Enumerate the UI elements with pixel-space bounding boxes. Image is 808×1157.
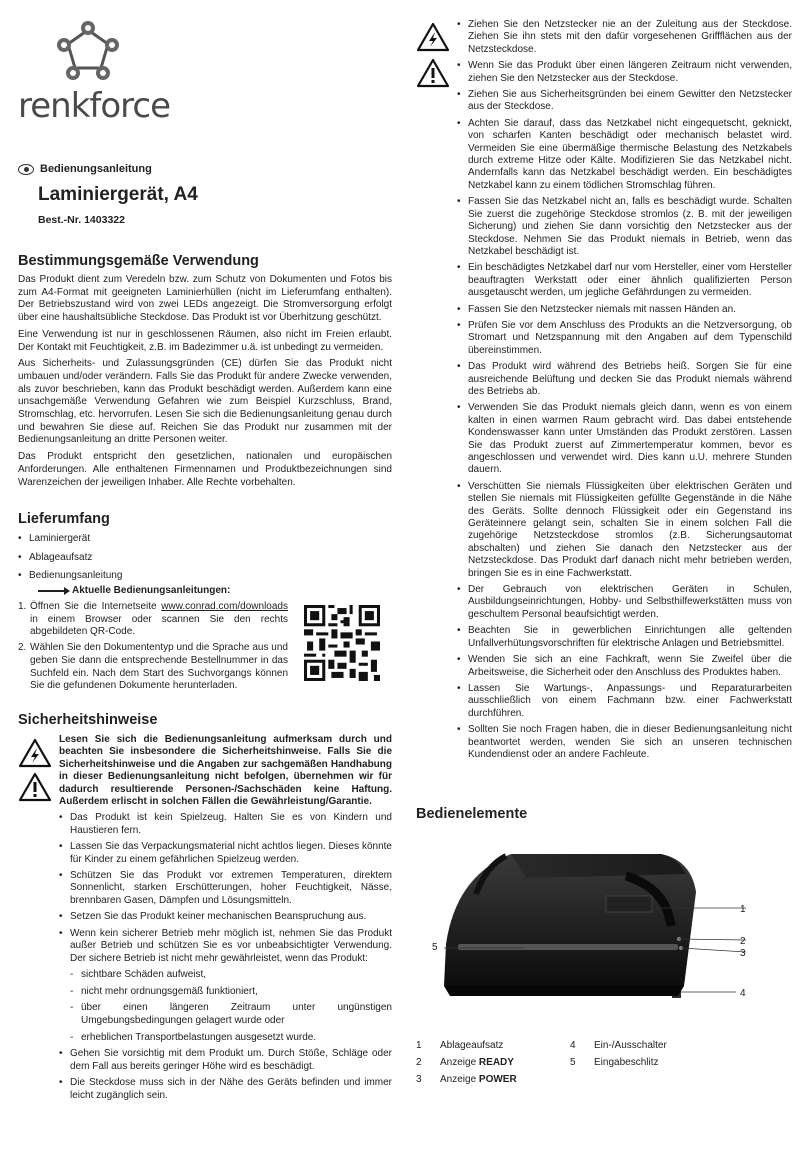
callout-1: 1	[740, 904, 746, 915]
sub-list-item: - sichtbare Schäden aufweist,	[70, 969, 392, 982]
legend-number: 3	[416, 1074, 422, 1085]
safety-intro: Lesen Sie sich die Bedienungsanleitung aufmerksam durch und beachten Sie insbesondere die Sicherheitshinweise. Falls Sie die Sicherheitshinweise und die Angaben zur sachgemäßen Handhabung in dieser Bedienungsanleitung nicht befolgen, übernehmen wir für dadurch resultierende Personen-/Sachschäden keine Haftung. Außerdem erlischt in solchen Fällen die Gewährleistung/Garantie.	[59, 734, 392, 808]
step-text: in einem Browser oder scannen Sie den rechts abgebildeten QR-Code.	[30, 613, 288, 638]
safety-right-column	[457, 19, 792, 765]
legend-text: Ein-/Ausschalter	[594, 1040, 667, 1051]
list-item: • Fassen Sie das Netzkabel nicht an, falls es beschädigt wurde. Schalten Sie zuerst die zugehörige Steckdose stromlos (z. B. mit der jeweiligen Sicherung) und ziehen Sie dann vorsichtig den Netzstecker aus der Steckdose. Nehmen Sie das Produkt niemals in Betrieb, wenn das Netzkabel beschädigt ist.	[457, 196, 792, 258]
electric-hazard-icon	[416, 22, 450, 52]
section-heading: Bedienelemente	[416, 806, 528, 822]
page-title: Laminiergerät, A4	[38, 184, 198, 205]
legend-label	[440, 1037, 570, 1054]
manuals-label-row	[38, 585, 392, 596]
list-item: • Wenden Sie sich an eine Fachkraft, wenn Sie Zweifel über die Arbeitsweise, die Sicherheit oder den Anschluss des Produktes haben.	[457, 654, 792, 679]
paragraph: Das Produkt entspricht den gesetzlichen, nationalen und europäischen Anforderungen. Alle enthaltenen Firmennamen und Produktbezeichnungen sind Warenzeichen der jeweiligen Inhaber. Alle Rechte vorbehalten.	[18, 451, 392, 488]
section-heading: Lieferumfang	[18, 511, 110, 527]
brand-logo	[18, 20, 171, 130]
sub-list-item: - erheblichen Transportbelastungen ausgesetzt wurde.	[70, 1032, 392, 1045]
section-heading: Sicherheitshinweise	[18, 712, 158, 728]
safety-section	[18, 712, 392, 728]
safety-list-right	[457, 19, 792, 761]
eye-icon	[18, 164, 34, 175]
legend-bold-text: READY	[478, 1057, 514, 1068]
callout-4: 4	[740, 988, 746, 999]
paragraph: Eine Verwendung ist nur in geschlossenen Räumen, also nicht im Freien erlaubt. Der Kontakt mit Feuchtigkeit, z.B. im Badezimmer u.ä. ist unbedingt zu vermeiden.	[18, 328, 392, 353]
legend-text: Anzeige	[440, 1057, 479, 1068]
list-item: • Schützen Sie das Produkt vor extremen Temperaturen, direktem Sonnenlicht, starken Erschütterungen, hoher Feuchtigkeit, Nässe, brennbaren Gasen, Dämpfen und Lösungsmitteln.	[59, 870, 392, 907]
list-item: • Sollten Sie noch Fragen haben, die in dieser Bedienungsanleitung nicht beantwortet werden, wenden Sie sich an unseren technischen Kundendienst oder an andere Fachleute.	[457, 724, 792, 761]
arrow-icon	[38, 590, 66, 592]
legend-text: Ablageaufsatz	[440, 1040, 504, 1051]
electric-hazard-icon	[18, 738, 52, 768]
legend-number: 1	[416, 1040, 422, 1051]
list-item: • Gehen Sie vorsichtig mit dem Produkt um. Durch Stöße, Schläge oder dem Fall aus bereits geringer Höhe wird es beschädigt.	[59, 1048, 392, 1073]
renkforce-logo-icon	[56, 20, 120, 84]
section-heading: Bestimmungsgemäße Verwendung	[18, 253, 259, 269]
list-item-text: Wenn kein sicherer Betrieb mehr möglich ist, nehmen Sie das Produkt außer Betrieb und schützen Sie es vor unbeabsichtigter Verwendung. Der sichere Betrieb ist nicht mehr gewährleistet, wenn das Produkt:	[70, 927, 392, 964]
manuals-section	[18, 585, 392, 696]
sub-list-item: - über einen längeren Zeitraum unter ungünstigen Umgebungsbedingungen gelagert wurde oder	[70, 1002, 392, 1027]
tray-attachment	[511, 854, 686, 878]
list-item: • Lassen Sie das Verpackungsmaterial nicht achtlos liegen. Dieses könnte für Kinder zu einem gefährlichen Spielzeug werden.	[59, 841, 392, 866]
laminator-illustration	[416, 836, 792, 1026]
step-text: Wählen Sie den Dokumententyp und die Sprache aus und geben Sie dann die entsprechende Bestellnummer in das Suchfeld ein. Nach dem Start des Suchvorgangs können Sie die gefundenen Dokumente herunterladen.	[30, 642, 288, 692]
downloads-link[interactable]: www.conrad.com/downloads	[161, 601, 288, 612]
legend-label	[440, 1071, 570, 1088]
legend-label	[594, 1054, 677, 1071]
legend-text: Anzeige	[440, 1074, 479, 1085]
list-item: • Verschütten Sie niemals Flüssigkeiten über elektrischen Geräten und stellen Sie niemals mit Flüssigkeiten gefüllte Gegenstände in die Nähe des Geräts. Sollte dennoch Flüssigkeit oder ein Gegenstand ins Geräteinnere gelangt sein, schalten Sie in einem solchen Fall die zugehörige Netzsteckdose stromlos (z.B. Sicherungsautomat abschalten) und ziehen Sie danach den Netzstecker aus der Netzsteckdose. Das Produkt darf danach nicht mehr betrieben werden, bringen Sie es in eine Fachwerkstatt.	[457, 481, 792, 580]
scope-section	[18, 511, 392, 587]
warning-icon	[18, 772, 52, 802]
sub-list	[70, 969, 392, 1045]
list-item: • Fassen Sie den Netzstecker niemals mit nassen Händen an.	[457, 304, 792, 316]
paragraph: Aus Sicherheits- und Zulassungsgründen (CE) dürfen Sie das Produkt nicht umbauen und/oder verändern. Falls Sie das Produkt für andere Zwecke verwenden, als zuvor beschrieben, kann das Produkt beschädigt werden. Außerdem kann eine unsachgemäße Verwendung Gefahren wie zum Beispiel Kurzschluss, Brand, Stromschlag, etc. hervorrufen. Lesen Sie sich die Bedienungsanleitung genau durch und bewahren Sie diese auf. Reichen Sie das Produkt nur zusammen mit der Bedienungsanleitung an dritte Personen weiter.	[18, 358, 392, 446]
step-text: Öffnen Sie die Internetseite	[30, 601, 162, 612]
list-item	[59, 928, 392, 1045]
controls-section	[416, 806, 792, 822]
controls-legend	[416, 1037, 677, 1088]
list-item: • Wenn Sie das Produkt über einen längeren Zeitraum nicht verwenden, ziehen Sie den Netzstecker aus der Steckdose.	[457, 60, 792, 85]
callout-2: 2	[740, 936, 746, 947]
list-item: • Der Gebrauch von elektrischen Geräten in Schulen, Ausbildungseinrichtungen, Hobby- und Selbsthilfewerkstätten muss von geschultem Personal beaufsichtigt werden.	[457, 584, 792, 621]
intended-use-section	[18, 253, 392, 493]
safety-left-column	[59, 734, 392, 1106]
step-number: 2.	[18, 642, 27, 654]
legend-number: 4	[570, 1040, 576, 1051]
paragraph: Das Produkt dient zum Veredeln bzw. zum Schutz von Dokumenten und Fotos bis zum A4-Format mit geeigneten Laminierhüllen (nicht im Lieferumfang enthalten). Der Betriebszustand wird von zwei LEDs angezeigt. Die Stromversorgung erfolgt über eine haushaltsübliche Steckdose. Das Produkt ist vor Überhitzung geschützt.	[18, 274, 392, 324]
list-item: • Beachten Sie in gewerblichen Einrichtungen alle geltenden Unfallverhütungsvorschriften für elektrische Anlagen und Betriebsmittel.	[457, 625, 792, 650]
step-item	[18, 642, 288, 693]
qr-code-icon[interactable]	[304, 605, 380, 681]
list-item: • Laminiergerät	[18, 533, 392, 546]
step-item	[18, 601, 288, 639]
callout-5: 5	[432, 942, 438, 953]
list-item: • Bedienungsanleitung	[18, 570, 392, 583]
manual-tag-label: Bedienungsanleitung	[40, 163, 152, 175]
list-item: • Setzen Sie das Produkt keiner mechanischen Beanspruchung aus.	[59, 911, 392, 923]
list-item: • Ein beschädigtes Netzkabel darf nur vom Hersteller, einer vom Hersteller beauftragten Werkstatt oder einer ähnlich qualifizierten Person ausgetauscht werden, um jegliche Gefährdungen zu vermeiden.	[457, 262, 792, 299]
list-item: • Ablageaufsatz	[18, 552, 392, 565]
safety-list-left	[59, 812, 392, 1102]
warning-icon	[416, 58, 450, 88]
legend-number: 5	[570, 1057, 576, 1068]
list-item: • Die Steckdose muss sich in der Nähe des Geräts befinden und immer leicht zugänglich sein.	[59, 1077, 392, 1102]
legend-number: 2	[416, 1057, 422, 1068]
legend-text: Eingabeschlitz	[594, 1057, 659, 1068]
list-item: • Verwenden Sie das Produkt niemals gleich dann, wenn es von einem kalten in einen warmen Raum gebracht wird. Das dabei entstehende Kondenswasser kann unter Umständen das Produkt zerstören. Lassen Sie das Produkt zuerst auf Zimmertemperatur kommen, bevor es angeschlossen und verwendet wird. Dies kann u.U. mehrere Stunden dauern.	[457, 402, 792, 476]
list-item: • Ziehen Sie aus Sicherheitsgründen bei einem Gewitter den Netzstecker aus der Steckdose.	[457, 89, 792, 114]
list-item: • Das Produkt wird während des Betriebs heiß. Sorgen Sie für eine ausreichende Belüftung und decken Sie das Produkt niemals während des Betriebs ab.	[457, 361, 792, 398]
intended-use-text	[18, 274, 392, 489]
legend-label	[594, 1037, 677, 1054]
scope-list	[18, 533, 392, 583]
manual-tag	[18, 163, 152, 175]
sub-list-item: - nicht mehr ordnungsgemäß funktioniert,	[70, 986, 392, 999]
list-item: • Ziehen Sie den Netzstecker nie an der Zuleitung aus der Steckdose. Ziehen Sie ihn stets mit den dafür vorgesehenen Griffflächen aus der Netzsteckdose.	[457, 19, 792, 56]
step-number: 1.	[18, 601, 27, 612]
legend-label	[440, 1054, 570, 1071]
callout-3: 3	[740, 948, 746, 959]
logo-text: renkforce	[18, 86, 171, 126]
list-item: • Das Produkt ist kein Spielzeug. Halten Sie es von Kindern und Haustieren fern.	[59, 812, 392, 837]
manuals-steps	[18, 601, 288, 693]
manuals-label: Aktuelle Bedienungsanleitungen:	[72, 585, 231, 596]
input-slot	[458, 944, 678, 950]
list-item: • Lassen Sie Wartungs-, Anpassungs- und Reparaturarbeiten ausschließlich von einem Fachmann bzw. einer Fachwerkstatt durchführen.	[457, 683, 792, 720]
list-item: • Prüfen Sie vor dem Anschluss des Produkts an die Netzversorgung, ob Stromart und Netzspannung mit den Angaben auf dem Typenschild übereinstimmen.	[457, 320, 792, 357]
order-number: Best.-Nr. 1403322	[38, 214, 125, 226]
list-item: • Achten Sie darauf, dass das Netzkabel nicht eingequetscht, geknickt, von scharfen Kanten beschädigt oder mechanisch belastet wird. Vermeiden Sie eine übermäßige thermische Belastung des Netzkabels durch extreme Hitze oder Kälte. Modifizieren Sie das Netzkabel nicht. Andernfalls kann das Netzkabel beschädigt werden. Ein beschädigtes Netzkabel kann zu einem tödlichen Stromschlag führen.	[457, 118, 792, 192]
legend-bold-text: POWER	[478, 1074, 517, 1085]
